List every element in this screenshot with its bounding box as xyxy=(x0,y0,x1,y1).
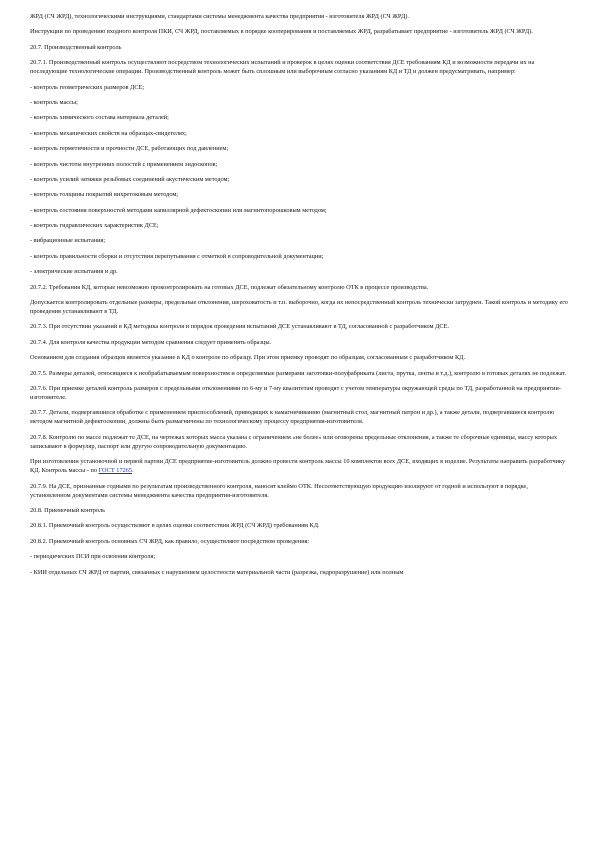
paragraph: 20.8.1. Приемочный контроль осуществляют в целях оценки соответствия ЖРД (СЧ ЖРД) требованиям КД. xyxy=(30,522,320,530)
paragraph: 20.7.3. При отсутствии указаний в КД методика контроля и порядок проведения испытаний ДСЕ устанавливают в ТД, согласованной с разработчиком ДСЕ. xyxy=(30,323,450,331)
paragraph: ЖРД (СЧ ЖРД), технологическими инструкциями, стандартами системы менеджмента качества предприятия - изготовителя ЖРД (СЧ ЖРД). xyxy=(30,13,409,20)
paragraph: 20.7.8. Контролю по массе подлежат те ДСЕ, на чертежах которых масса указана с ограничением «не более» или оговорены предельные отклонения, а также те сборочные единицы, массу которых записывают в формуляр, паспорт или другую сопроводительную документацию. xyxy=(30,433,557,450)
paragraph-text: . xyxy=(132,467,134,475)
paragraph: 20.7.6. При приемке деталей контроль размеров с предельными отклонениями по 6-му и 7-му квалитетам проводят с учетом температуры окружающей среды по ТД, разработанной на предприятии-изготовителе. xyxy=(30,384,561,401)
list-item: - электрические испытания и др. xyxy=(30,268,118,276)
list-item: - периодических ПСИ при освоении контроля; xyxy=(30,553,156,561)
list-item: - контроль химического состава материала деталей; xyxy=(30,114,169,122)
list-item: - контроль геометрических размеров ДСЕ; xyxy=(30,83,145,91)
list-item: - контроль усилий затяжки резьбовых соединений акустическим методом; xyxy=(30,175,230,183)
list-item: - контроль герметичности и прочности ДСЕ, работающих под давлением; xyxy=(30,145,229,153)
paragraph: 20.7.2. Требования КД, которые невозможно проконтролировать на готовых ДСЕ, подлежат обязательному контролю ОТК в процессе производства. xyxy=(30,283,429,291)
paragraph-text: При изготовлении установочной и первой партии ДСЕ предприятие-изготовитель должно провести контроль массы 10 комплектов всех ДСЕ, входящих в изделие. Результаты направить разработчику КД. Контроль массы - по xyxy=(30,458,566,475)
paragraph: 20.7.4. Для контроля качества продукции методом сравнения следует применять образцы. xyxy=(30,338,272,346)
gost-17265-link[interactable]: ГОСТ 17265 xyxy=(98,467,133,475)
list-item: - контроль состояния поверхностей методами капиллярной дефектоскопии или магнитопорошковым методом; xyxy=(30,206,327,214)
paragraph: 20.7.1. Производственный контроль осуществляют посредством технологических испытаний и проверок в целях оценки соответствия ДСЕ требованиям КД и возможности передачи их на последующие технологические операции. Производственный контроль может быть сплошным или выборочным согласно указаниям КД и ТД и должен предусматривать, например: xyxy=(30,59,535,76)
list-item: - вибрационные испытания; xyxy=(30,237,106,245)
list-item: - контроль толщины покрытий вихретоковым методом; xyxy=(30,191,179,199)
paragraph: 20.7.7. Детали, подвергавшиеся обработке с применением приспособлений, приводящих к намагничиванию (магнитный стол, магнитный патрон и др.), а также детали, подвергавшиеся контролю методом магнитной дефектоскопии, должны быть размагничены по технологическому процессу предприятия-изготовителя. xyxy=(30,409,555,426)
list-item: - КИИ отдельных СЧ ЖРД от партии, связанных с нарушением целостности материальной части (разрезка, гидроразрушение) или полным xyxy=(30,568,404,576)
section-heading: 20.7. Производственный контроль xyxy=(30,43,122,51)
document-body xyxy=(30,12,570,583)
list-item: - контроль чистоты внутренних полостей с применением эндоскопов; xyxy=(30,160,218,168)
list-item: - контроль механических свойств на образцах-свидетелях; xyxy=(30,129,187,137)
section-heading: 20.8. Приемочный контроль xyxy=(30,506,106,514)
list-item: - контроль массы; xyxy=(30,98,78,106)
paragraph: Допускается контролировать отдельные размеры, предельные отклонения, шероховатость и т.п. выборочно, когда их непосредственный контроль технически затруднен. Такой контроль и методику его проведения устанавливают в ТД. xyxy=(30,299,568,316)
paragraph xyxy=(30,457,570,475)
paragraph: 20.7.9. На ДСЕ, признанные годными по результатам производственного контроля, наносят клеймо ОТК. Несоответствующую продукцию изолируют от годной и используют в порядке, установленном документами системы менеджмента качества предприятия-изготовителя. xyxy=(30,482,528,499)
paragraph: Основанием для создания образцов является указание в КД о контроле по образцу. При этом приемку проводят по образцам, согласованным с разработчиком КД. xyxy=(30,354,466,362)
paragraph: 20.8.2. Приемочный контроль основных СЧ ЖРД, как правило, осуществляют посредством проведения: xyxy=(30,537,310,545)
paragraph: Инструкции по проведению входного контроля ПКИ, СЧ ЖРД, поставляемых в порядке кооперирования и поставляемых ЖРД, разрабатывает предприятие - изготовитель ЖРД (СЧ ЖРД). xyxy=(30,28,533,36)
paragraph: 20.7.5. Размеры деталей, относящиеся к необрабатываемым поверхностям и определяемые размерами заготовки-полуфабриката (листа, прутка, ленты и т.д.), контролю в готовых деталях не подлежат. xyxy=(30,369,567,377)
list-item: - контроль гидравлических характеристик ДСЕ; xyxy=(30,222,159,230)
list-item: - контроль правильности сборки и отсутствия перепутывания с отметкой в сопроводительной документации; xyxy=(30,252,324,260)
